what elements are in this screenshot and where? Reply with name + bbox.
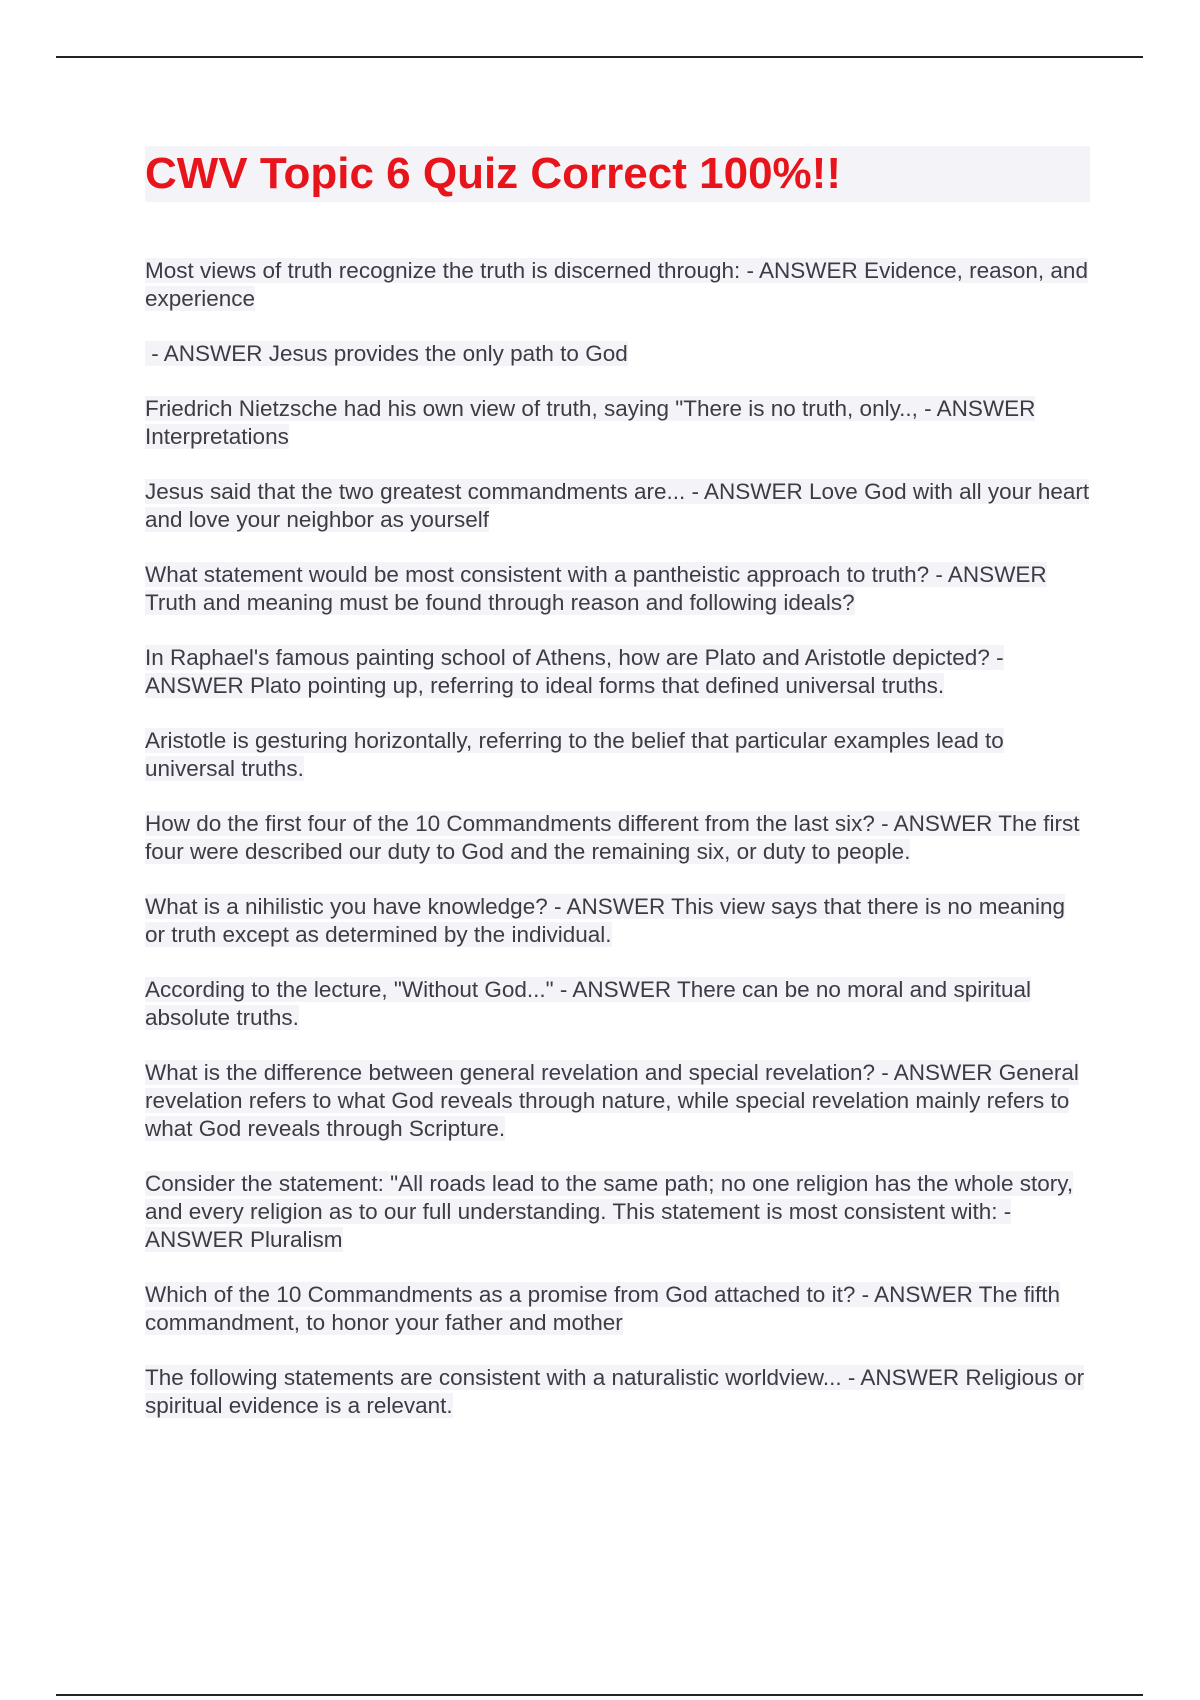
qa-text: Jesus said that the two greatest commandments are... - ANSWER Love God with all your heart and love your neighbor as yourself [145, 479, 1090, 532]
title-band [145, 146, 1090, 202]
qa-text: In Raphael's famous painting school of Athens, how are Plato and Aristotle depicted? - ANSWER Plato pointing up, referring to ideal forms that defined universal truths. [145, 645, 1004, 698]
qa-item [145, 1364, 1090, 1420]
qa-item [145, 340, 1090, 368]
qa-item [145, 561, 1090, 617]
qa-item [145, 1170, 1090, 1254]
qa-item [145, 1059, 1090, 1143]
qa-list [145, 257, 1090, 1420]
qa-text: The following statements are consistent with a naturalistic worldview... - ANSWER Religious or spiritual evidence is a relevant. [145, 1365, 1085, 1418]
top-divider [56, 56, 1143, 58]
qa-item [145, 727, 1090, 783]
qa-item [145, 395, 1090, 451]
bottom-divider [56, 1694, 1143, 1696]
qa-text: According to the lecture, "Without God..." - ANSWER There can be no moral and spiritual absolute truths. [145, 977, 1031, 1030]
qa-item [145, 976, 1090, 1032]
qa-item [145, 257, 1090, 313]
qa-text: Consider the statement: "All roads lead to the same path; no one religion has the whole story, and every religion as to our full understanding. This statement is most consistent with: - ANSWER Pluralism [145, 1171, 1074, 1252]
qa-text: - ANSWER Jesus provides the only path to God [145, 341, 628, 366]
qa-item [145, 1281, 1090, 1337]
qa-item [145, 893, 1090, 949]
qa-text: Aristotle is gesturing horizontally, referring to the belief that particular examples lead to universal truths. [145, 728, 1004, 781]
qa-text: Which of the 10 Commandments as a promise from God attached to it? - ANSWER The fifth commandment, to honor your father and mother [145, 1282, 1060, 1335]
qa-text: Most views of truth recognize the truth is discerned through: - ANSWER Evidence, reason, and experience [145, 258, 1088, 311]
qa-item [145, 810, 1090, 866]
qa-item [145, 478, 1090, 534]
page-title: CWV Topic 6 Quiz Correct 100%!! [145, 149, 841, 198]
document-page [145, 146, 1090, 1447]
qa-text: How do the first four of the 10 Commandments different from the last six? - ANSWER The first four were described our duty to God and the remaining six, or duty to people. [145, 811, 1080, 864]
qa-text: What is the difference between general revelation and special revelation? - ANSWER General revelation refers to what God reveals through nature, while special revelation mainly refers to what God reveals through Scripture. [145, 1060, 1079, 1141]
qa-text: What is a nihilistic you have knowledge? - ANSWER This view says that there is no meaning or truth except as determined by the individual. [145, 894, 1066, 947]
qa-text: Friedrich Nietzsche had his own view of truth, saying "There is no truth, only.., - ANSWER Interpretations [145, 396, 1036, 449]
qa-item [145, 644, 1090, 700]
qa-text: What statement would be most consistent with a pantheistic approach to truth? - ANSWER Truth and meaning must be found through reason and following ideals? [145, 562, 1047, 615]
